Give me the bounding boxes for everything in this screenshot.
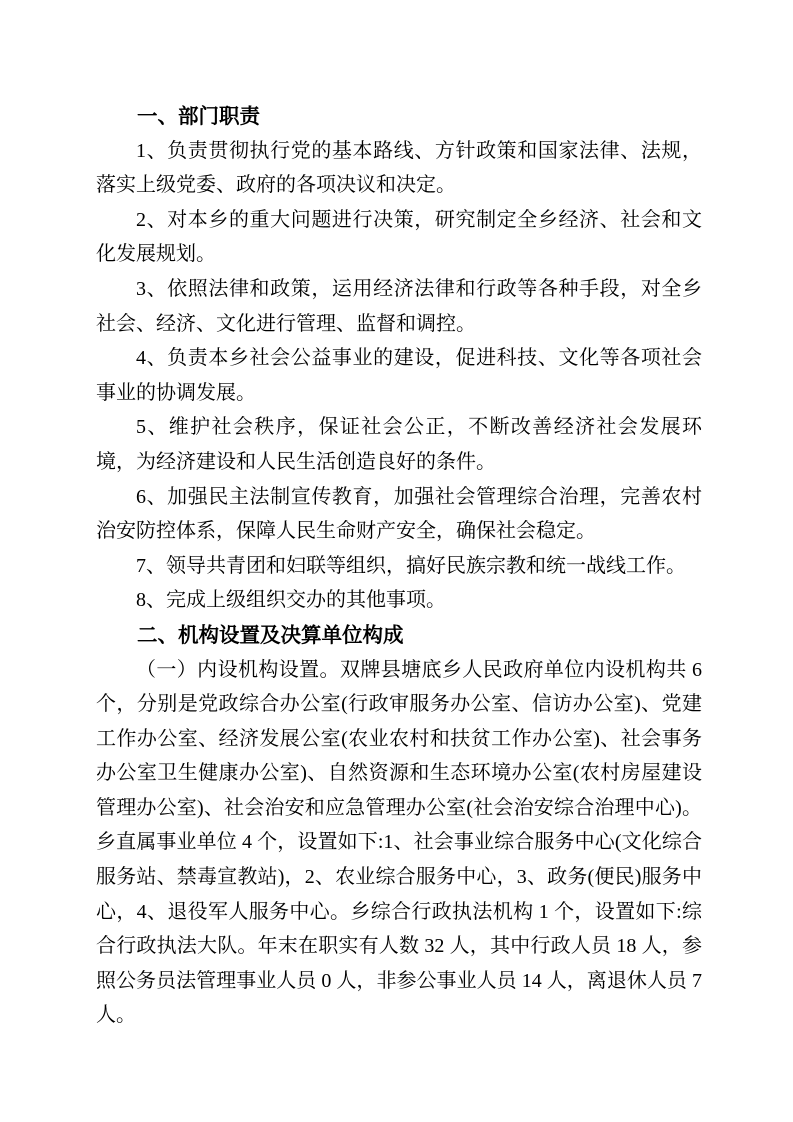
duty-paragraph-8: 8、完成上级组织交办的其他事项。	[136, 589, 446, 612]
duty-paragraph-1: 1、负责贯彻执行党的基本路线、方针政策和国家法律、法规，落实上级党委、政府的各项决议和决定。	[96, 139, 702, 197]
section-heading-organization: 二、机构设置及决算单位构成	[137, 622, 404, 647]
organization-paragraph: （一）内设机构设置。双牌县塘底乡人民政府单位内设机构共 6 个，分别是党政综合办公室(行政审服务办公室、信访办公室)、党建工作办公室、经济发展公室(农业农村和扶贫工作办公室)、社会事务办公室卫生健康办公室)、自然资源和生态环境办公室(农村房屋建设管理办公室)、社会治安和应急管理办公室(社会治安综合治理中心)。乡直属事业单位 4 个，设置如下:1、社会事业综合服务中心(文化综合服务站、禁毒宣教站)，2、农业综合服务中心，3、政务(便民)服务中心，4、退役军人服务中心。乡综合行政执法机构 1 个，设置如下:综合行政执法大队。年末在职实有人数 32 人，其中行政人员 18 人，参照公务员法管理事业人员 0 人，非参公事业人员 14 人，离退休人员 7 人。	[96, 658, 702, 1027]
document-content	[96, 99, 702, 1033]
duty-paragraph-5: 5、维护社会秩序，保证社会公正，不断改善经济社会发展环境，为经济建设和人民生活创造良好的条件。	[96, 416, 702, 473]
duty-paragraph-3: 3、依照法律和政策，运用经济法律和行政等各种手段，对全乡社会、经济、文化进行管理、监督和调控。	[96, 277, 702, 335]
duty-paragraph-2: 2、对本乡的重大问题进行决策，研究制定全乡经济、社会和文化发展规划。	[96, 208, 702, 266]
duty-paragraph-7: 7、领导共青团和妇联等组织，搞好民族宗教和统一战线工作。	[136, 554, 686, 577]
duty-paragraph-6: 6、加强民主法制宣传教育，加强社会管理综合治理，完善农村治安防控体系，保障人民生命财产安全，确保社会稳定。	[96, 485, 702, 543]
duty-paragraph-4: 4、负责本乡社会公益事业的建设，促进科技、文化等各项社会事业的协调发展。	[96, 347, 702, 404]
section-heading-duties: 一、部门职责	[137, 104, 260, 128]
